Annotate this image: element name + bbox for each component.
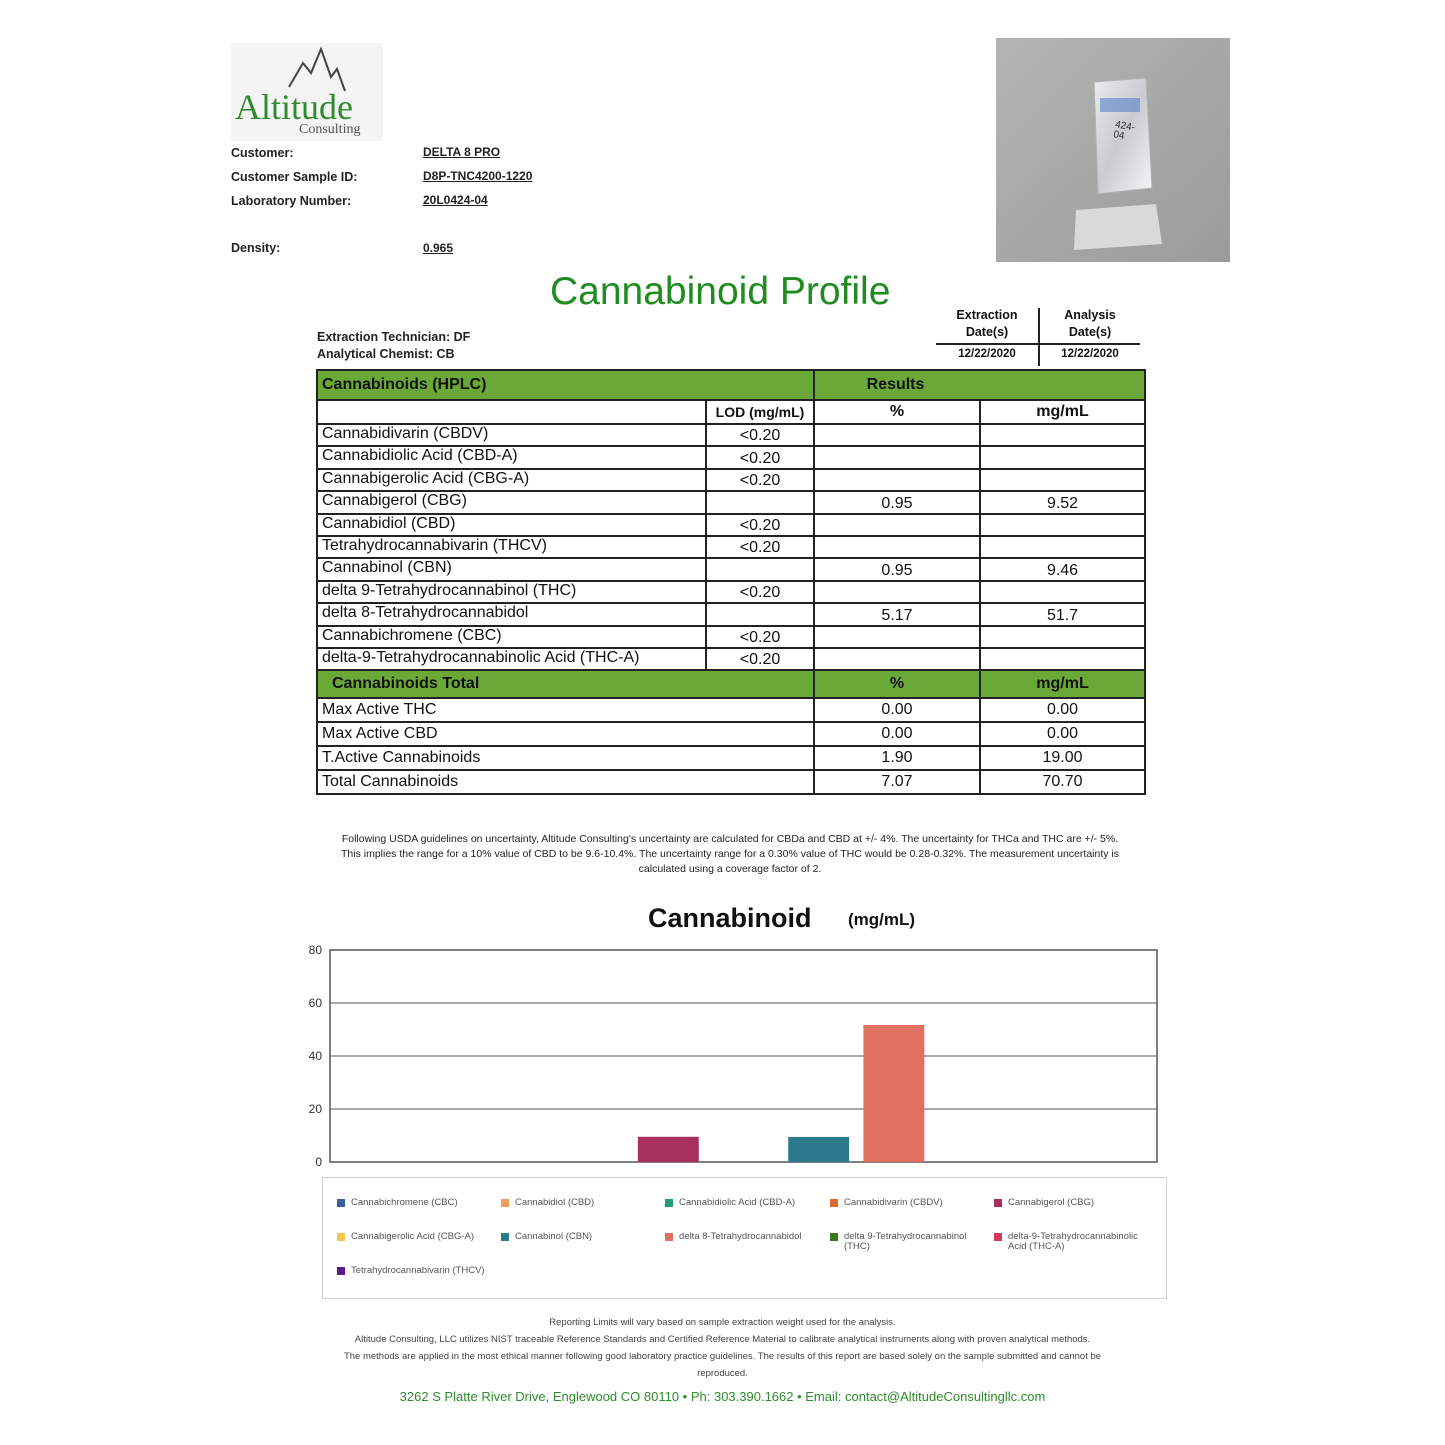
legend-swatch: [665, 1233, 673, 1241]
bar-chart: [290, 940, 1170, 1175]
row-percent: [814, 446, 980, 468]
totals-row-mgml: 19.00: [980, 746, 1145, 770]
table-row: [317, 536, 1145, 558]
row-percent: [814, 536, 980, 558]
row-lod: <0.20: [706, 536, 814, 558]
table-row: [317, 626, 1145, 648]
footer-line-2: Altitude Consulting, LLC utilizes NIST traceable Reference Standards and Certified Reference Material to calibrate analytical instruments along with proven analytical methods.: [354, 1334, 1091, 1345]
row-percent: 5.17: [814, 603, 980, 625]
logo-subtitle: Consulting: [299, 122, 361, 137]
legend-swatch: [830, 1199, 838, 1207]
table-row: [317, 424, 1145, 446]
row-mgml: [980, 446, 1145, 468]
bar-7: [863, 1025, 924, 1162]
totals-percent-header: %: [814, 670, 980, 698]
chart-legend: [322, 1177, 1167, 1299]
row-percent: [814, 424, 980, 446]
column-mgml: mg/mL: [980, 400, 1145, 424]
totals-row-percent: 7.07: [814, 770, 980, 794]
totals-header: Cannabinoids Total: [317, 670, 814, 698]
y-tick-label: 0: [315, 1155, 322, 1169]
row-name: delta-9-Tetrahydrocannabinolic Acid (THC-A): [317, 648, 706, 670]
row-mgml: [980, 469, 1145, 491]
totals-row-percent: 1.90: [814, 746, 980, 770]
sample-photo: [996, 38, 1230, 262]
row-name: Cannabidiolic Acid (CBD-A): [317, 446, 706, 468]
row-lod: [706, 491, 814, 513]
row-name: Cannabidivarin (CBDV): [317, 424, 706, 446]
table-row: [317, 648, 1145, 670]
table-row: [317, 446, 1145, 468]
customer-value: DELTA 8 PRO: [423, 145, 501, 159]
uncertainty-note: Following USDA guidelines on uncertainty, Altitude Consulting's uncertainty are calculated for CBDa and CBD at +/- 4%. The uncertainty for THCa and THC are +/- 5%. This implies the range for a 10% value of CBD to be 9.6-10.4%. The uncertainty range for a 0.30% value of THC would be 0.28-0.32%. The measurement uncertainty is calculated using a coverage factor of 2.: [340, 833, 1119, 875]
lab-number-label: Laboratory Number:: [231, 194, 352, 208]
totals-row-percent: 0.00: [814, 722, 980, 746]
table-row: [317, 603, 1145, 625]
row-mgml: [980, 514, 1145, 536]
row-lod: <0.20: [706, 626, 814, 648]
y-tick-label: 20: [308, 1102, 322, 1116]
totals-row-name: Max Active THC: [317, 698, 814, 722]
legend-label: Tetrahydrocannabivarin (THCV): [351, 1265, 485, 1276]
row-mgml: [980, 626, 1145, 648]
legend-swatch: [830, 1233, 838, 1241]
legend-label: Cannabigerolic Acid (CBG-A): [351, 1231, 475, 1242]
page-title: Cannabinoid Profile: [550, 270, 891, 313]
row-name: Cannabichromene (CBC): [317, 626, 706, 648]
totals-mgml-header: mg/mL: [980, 670, 1145, 698]
header-cannabinoids-hplc: Cannabinoids (HPLC): [317, 370, 814, 400]
y-tick-label: 40: [308, 1049, 322, 1063]
totals-row-name: Total Cannabinoids: [317, 770, 814, 794]
analysis-date: 12/22/2020: [1061, 348, 1119, 360]
column-header-row: [317, 400, 1145, 424]
table-row: [317, 514, 1145, 536]
column-name-header: [317, 400, 706, 424]
totals-row-percent: 0.00: [814, 698, 980, 722]
company-logo: [231, 43, 383, 141]
row-percent: 0.95: [814, 558, 980, 580]
footer-line-1: Reporting Limits will vary based on sample extraction weight used for the analysis.: [549, 1317, 896, 1328]
table-header-row: [317, 370, 1145, 400]
legend-label: Cannabidivarin (CBDV): [844, 1197, 943, 1208]
chart-unit: (mg/mL): [848, 910, 916, 929]
row-mgml: [980, 648, 1145, 670]
column-lod: LOD (mg/mL): [706, 400, 814, 424]
row-mgml: 9.46: [980, 558, 1145, 580]
row-name: Tetrahydrocannabivarin (THCV): [317, 536, 706, 558]
row-mgml: 9.52: [980, 491, 1145, 513]
totals-header-row: [317, 670, 1145, 698]
bar-4: [638, 1137, 699, 1162]
row-percent: [814, 648, 980, 670]
row-lod: [706, 558, 814, 580]
lab-number-value: 20L0424-04: [423, 193, 488, 207]
legend-swatch: [994, 1199, 1002, 1207]
row-name: Cannabigerol (CBG): [317, 491, 706, 513]
extraction-date-header: Extraction Date(s): [956, 308, 1018, 339]
customer-label: Customer:: [231, 146, 294, 160]
legend-swatch: [665, 1199, 673, 1207]
row-percent: [814, 469, 980, 491]
legend-swatch: [994, 1233, 1002, 1241]
legend-label: delta 9-Tetrahydrocannabinol (THC): [844, 1231, 967, 1252]
table-row: [317, 581, 1145, 603]
sample-id-value: D8P-TNC4200-1220: [423, 169, 533, 183]
row-percent: [814, 581, 980, 603]
legend-swatch: [337, 1267, 345, 1275]
legend-label: delta 8-Tetrahydrocannabidol: [679, 1231, 802, 1242]
row-lod: <0.20: [706, 514, 814, 536]
legend-label: Cannabigerol (CBG): [1008, 1197, 1095, 1208]
legend-swatch: [501, 1199, 509, 1207]
legend-label: Cannabinol (CBN): [515, 1231, 593, 1242]
legend-label: Cannabidiol (CBD): [515, 1197, 595, 1208]
footer-line-3: The methods are applied in the most ethical manner following good laboratory practice guidelines. The results of this report are based solely on the sample submitted and cannot be: [343, 1351, 1102, 1362]
logo-brand: Altitude: [235, 87, 353, 127]
row-name: delta 9-Tetrahydrocannabinol (THC): [317, 581, 706, 603]
row-name: Cannabidiol (CBD): [317, 514, 706, 536]
density-label: Density:: [231, 241, 281, 255]
totals-row: [317, 722, 1145, 746]
totals-row: [317, 746, 1145, 770]
row-lod: <0.20: [706, 446, 814, 468]
footer-line-4: reproduced.: [697, 1368, 748, 1379]
totals-row: [317, 698, 1145, 722]
column-percent: %: [814, 400, 980, 424]
footer-address: 3262 S Platte River Drive, Englewood CO 80110 • Ph: 303.390.1662 • Email: contact@AltitudeConsultingllc.com: [399, 1389, 1046, 1404]
row-percent: [814, 514, 980, 536]
sample-id-label: Customer Sample ID:: [231, 170, 358, 184]
sample-tag-text: 424-04: [1112, 119, 1136, 142]
row-mgml: 51.7: [980, 603, 1145, 625]
totals-row-mgml: 0.00: [980, 722, 1145, 746]
table-row: [317, 469, 1145, 491]
legend-label: delta-9-Tetrahydrocannabinolic Acid (THC-A): [1008, 1231, 1138, 1252]
y-tick-label: 60: [308, 996, 322, 1010]
row-lod: <0.20: [706, 424, 814, 446]
row-name: delta 8-Tetrahydrocannabidol: [317, 603, 706, 625]
totals-row-mgml: 0.00: [980, 698, 1145, 722]
table-row: [317, 491, 1145, 513]
row-name: Cannabinol (CBN): [317, 558, 706, 580]
header-results: Results: [814, 370, 1145, 400]
chart-title: Cannabinoid: [648, 903, 812, 933]
row-mgml: [980, 536, 1145, 558]
dates-rule: [936, 343, 1140, 345]
row-mgml: [980, 581, 1145, 603]
row-name: Cannabigerolic Acid (CBG-A): [317, 469, 706, 491]
row-lod: <0.20: [706, 581, 814, 603]
extraction-date: 12/22/2020: [958, 348, 1016, 360]
dates-block: [936, 306, 1140, 366]
cannabinoid-table: [316, 369, 1144, 795]
totals-row-name: T.Active Cannabinoids: [317, 746, 814, 770]
bar-6: [788, 1137, 849, 1162]
row-lod: <0.20: [706, 469, 814, 491]
row-mgml: [980, 424, 1145, 446]
table-row: [317, 558, 1145, 580]
row-lod: [706, 603, 814, 625]
totals-row-name: Max Active CBD: [317, 722, 814, 746]
legend-label: Cannabidiolic Acid (CBD-A): [679, 1197, 796, 1208]
totals-row-mgml: 70.70: [980, 770, 1145, 794]
legend-swatch: [501, 1233, 509, 1241]
legend-swatch: [337, 1199, 345, 1207]
y-tick-label: 80: [308, 943, 322, 957]
totals-row: [317, 770, 1145, 794]
row-lod: <0.20: [706, 648, 814, 670]
extraction-technician: Extraction Technician: DF: [317, 330, 471, 344]
legend-swatch: [337, 1233, 345, 1241]
row-percent: 0.95: [814, 491, 980, 513]
analysis-date-header: Analysis Date(s): [1064, 308, 1116, 339]
legend-label: Cannabichromene (CBC): [351, 1197, 458, 1208]
density-value: 0.965: [423, 241, 454, 255]
row-percent: [814, 626, 980, 648]
analytical-chemist: Analytical Chemist: CB: [317, 347, 455, 361]
